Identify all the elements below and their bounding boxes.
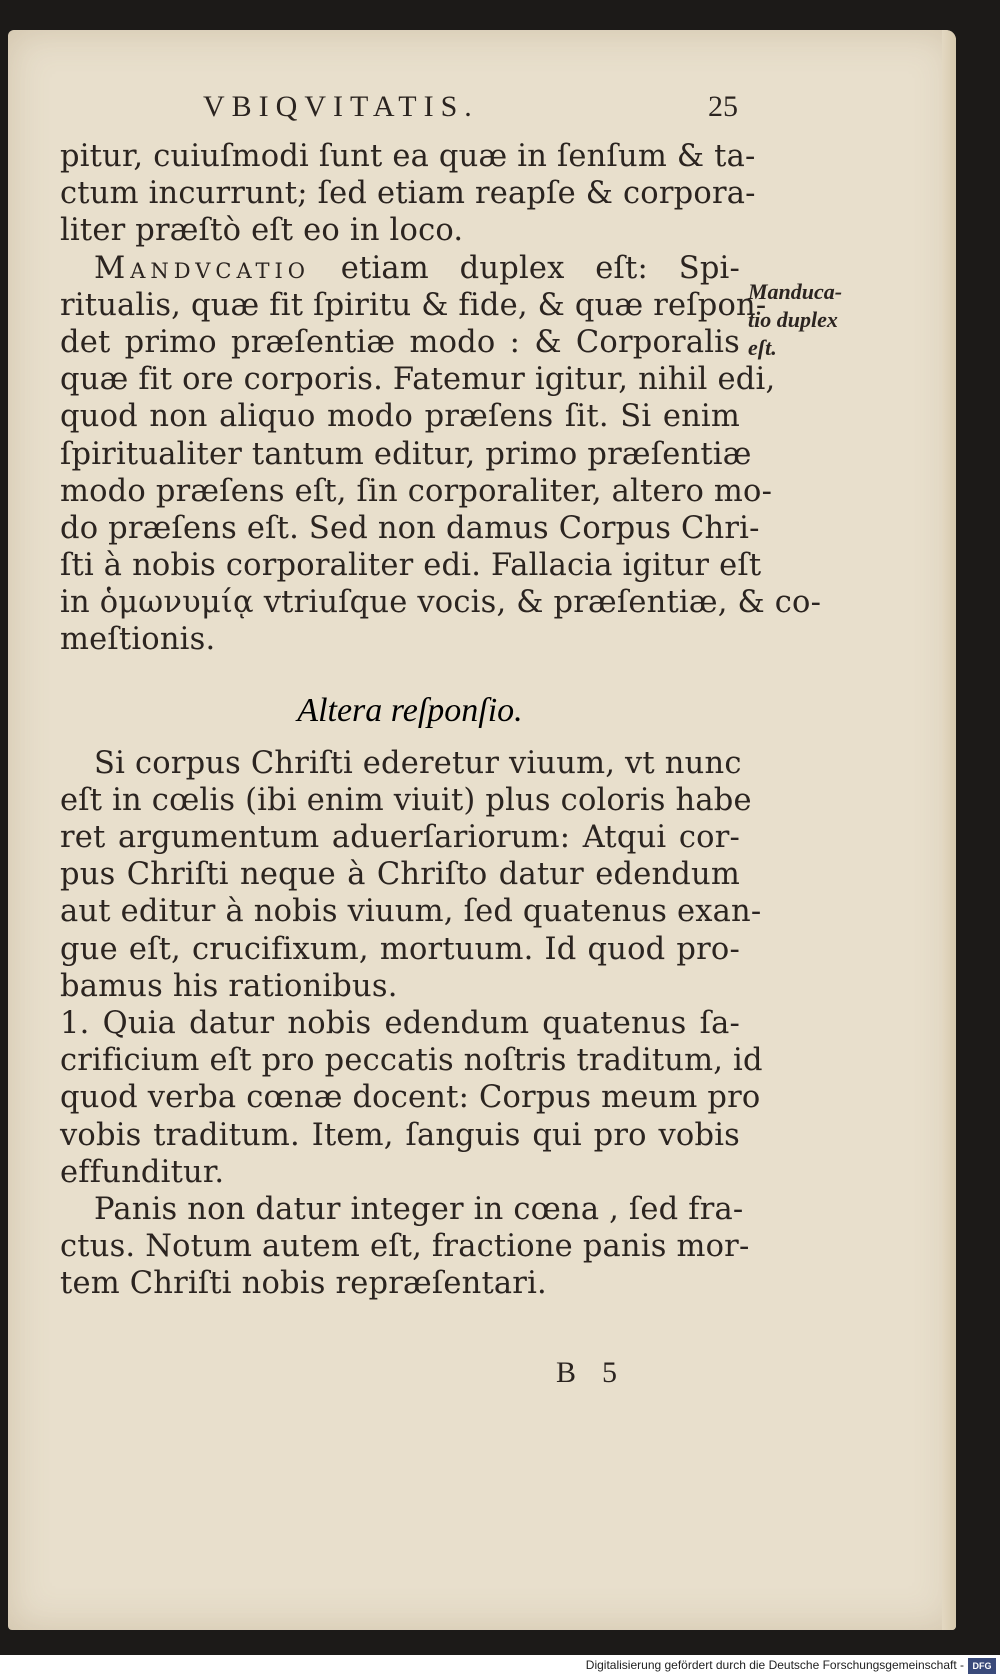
text-line-content: quæ fit ore corporis. Fatemur igitur, nihil edi, [60,362,776,398]
text-line [60,250,740,287]
page-number: 25 [708,90,738,123]
text-line [60,1005,740,1042]
text-line-content: ctus. Notum autem eſt, fractione panis mor- [60,1229,750,1265]
footer-bar [0,1655,1000,1677]
margin-note [748,278,878,362]
text-line-content: ritualis, quæ fit ſpiritu & fide, & quæ reſpon- [60,287,767,323]
text-line [60,1117,740,1154]
margin-note-line: eſt. [748,335,777,360]
text-line-content: ctum incurrunt; ſed etiam reapſe & corpora- [60,176,756,212]
text-line [60,287,767,324]
small-caps-lead: Mandvcatio [94,250,311,286]
spacer [60,735,740,745]
text-line [60,931,740,968]
text-line [60,584,822,621]
text-line-content: liter præſtò eſt eo in loco. [60,213,464,249]
text-line-content: gue eſt, crucifixum, mortuum. Id quod pro- [60,931,740,967]
dfg-logo-icon: DFG [968,1658,996,1674]
text-line [60,745,740,782]
text-line [60,621,740,658]
margin-note-line: Manduca- [748,279,843,304]
text-line-content: aut editur à nobis viuum, ſed quatenus exan- [60,894,762,930]
signature-letter: B [556,1356,577,1389]
text-line [60,968,740,1005]
text-line-content: crificium eſt pro peccatis noſtris traditum, id [60,1043,763,1079]
text-line-content: vobis traditum. Item, ſanguis qui pro vobis [60,1117,740,1153]
text-line [60,212,740,249]
text-line [60,1191,744,1228]
text-line-content: pus Chriſti neque à Chriſto datur edendum [60,857,740,893]
text-line-content: effunditur. [60,1154,225,1190]
running-head [148,90,738,130]
text-line [60,510,760,547]
text-line [60,138,756,175]
section-heading: Altera reſponſio. [297,691,523,729]
footer-credit: Digitalisierung gefördert durch die Deutsche Forschungsgemeinschaft - [585,1658,964,1672]
text-line [60,782,752,819]
text-line-content: meſtionis. [60,622,216,658]
text-line-content: tem Chriſti nobis repræſentari. [60,1266,547,1302]
text-line [60,1042,763,1079]
text-line [60,1154,740,1191]
text-line [60,1265,740,1302]
text-line [60,893,762,930]
page-edge [942,30,956,1630]
text-line-content: pitur, cuiuſmodi ſunt ea quæ in ſenſum & ta- [60,139,756,174]
text-line-content: 1. Quia datur nobis edendum quatenus ſa- [60,1005,740,1041]
text-line-content: det primo præſentiæ modo : & Corporalis [60,324,740,360]
text-line-content: bamus his rationibus. [60,968,398,1004]
text-line [60,856,740,893]
text-line-content: quod non aliquo modo præſens ſit. Si enim [60,399,740,435]
text-line [60,547,762,584]
text-line [60,324,740,361]
text-line-content: etiam duplex eſt: Spi- [310,250,740,286]
text-line-content: eſt in cœlis (ibi enim viuit) plus coloris habe [60,782,752,818]
signature-number: 5 [602,1356,618,1389]
signature-mark [556,1356,617,1390]
book-page [8,30,956,1630]
text-line-content: Panis non datur integer in cœna , ſed fra- [94,1191,744,1227]
text-line [60,473,773,510]
text-line [60,1228,750,1265]
text-line-content: modo præſens eſt, ſin corporaliter, altero mo- [60,473,773,509]
text-line [60,436,752,473]
text-line-content: ſpiritualiter tantum editur, primo præſentiæ [60,436,752,472]
text-line-content: quod verba cœnæ docent: Corpus meum pro [60,1080,761,1116]
text-line [60,175,756,212]
text-line-content: Si corpus Chriſti ederetur viuum, vt nunc [94,745,742,781]
text-line-content: do præſens eſt. Sed non damus Corpus Chri- [60,510,760,546]
running-head-title: VBIQVITATIS. [203,90,479,123]
text-line-content: ret argumentum aduerſariorum: Atqui cor- [60,820,740,855]
text-line-content: in ὁμωνυμίᾳ vtriuſque vocis, & præſentiæ, & co- [60,585,822,621]
text-line [60,398,740,435]
text-line-content: ſti à nobis corporaliter edi. Fallacia igitur eſt [60,548,762,584]
text-line [60,1079,761,1116]
text-line [60,361,776,398]
spacer [60,659,740,687]
margin-note-line: tio duplex [748,307,838,332]
text-line [60,819,740,856]
